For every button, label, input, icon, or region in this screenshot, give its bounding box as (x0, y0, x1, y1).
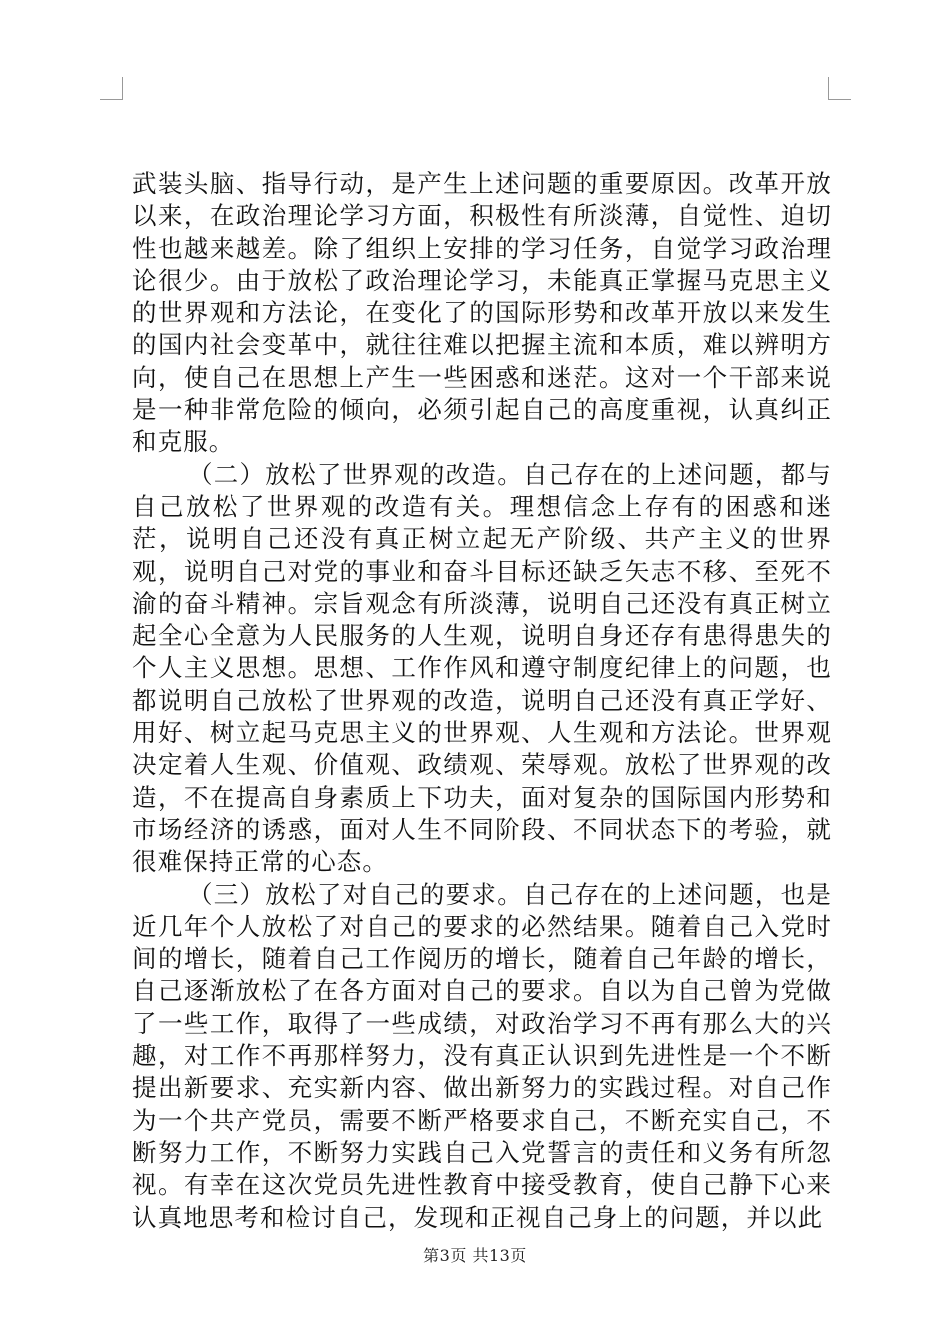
page-number-footer: 第3页 共13页 (423, 1246, 527, 1265)
paragraph-1: 武装头脑、指导行动，是产生上述问题的重要原因。改革开放以来，在政治理论学习方面，积极性有所淡薄，自觉性、迫切性也越来越差。除了组织上安排的学习任务，自觉学习政治理论很少。由于放松了政治理论学习，未能真正掌握马克思主义的世界观和方法论，在变化了的国际形势和改革开放以来发生的国内社会变革中，就往往难以把握主流和本质，难以辨明方向，使自己在思想上产生一些困惑和迷茫。这对一个干部来说是一种非常危险的倾向，必须引起自己的高度重视，认真纠正和克服。 (132, 169, 832, 457)
crop-mark-top-left (100, 77, 123, 100)
document-body (132, 168, 832, 1234)
crop-mark-top-right (828, 77, 851, 100)
paragraph-2: （二）放松了世界观的改造。自己存在的上述问题，都与自己放松了世界观的改造有关。理想信念上存有的困惑和迷茫，说明自己还没有真正树立起无产阶级、共产主义的世界观，说明自己对党的事业和奋斗目标还缺乏矢志不移、至死不渝的奋斗精神。宗旨观念有所淡薄，说明自己还没有真正树立起全心全意为人民服务的人生观，说明自身还存有患得患失的个人主义思想。思想、工作作风和遵守制度纪律上的问题，也都说明自己放松了世界观的改造，说明自己还没有真正学好、用好、树立起马克思主义的世界观、人生观和方法论。世界观决定着人生观、价值观、政绩观、荣辱观。放松了世界观的改造，不在提高自身素质上下功夫，面对复杂的国际国内形势和市场经济的诱惑，面对人生不同阶段、不同状态下的考验，就很难保持正常的心态。 (132, 459, 832, 877)
paragraph-3: （三）放松了对自己的要求。自己存在的上述问题，也是近几年个人放松了对自己的要求的必然结果。随着自己入党时间的增长，随着自己工作阅历的增长，随着自己年龄的增长，自己逐渐放松了在各方面对自己的要求。自以为自己曾为党做了一些工作，取得了一些成绩，对政治学习不再有那么大的兴趣，对工作不再那样努力，没有真正认识到先进性是一个不断提出新要求、充实新内容、做出新努力的实践过程。对自己作为一个共产党员，需要不断严格要求自己，不断充实自己，不断努力工作，不断努力实践自己入党誓言的责任和义务有所忽视。有幸在这次党员先进性教育中接受教育，使自己静下心来认真地思考和检讨自己，发现和正视自己身上的问题，并以此 (132, 879, 832, 1232)
